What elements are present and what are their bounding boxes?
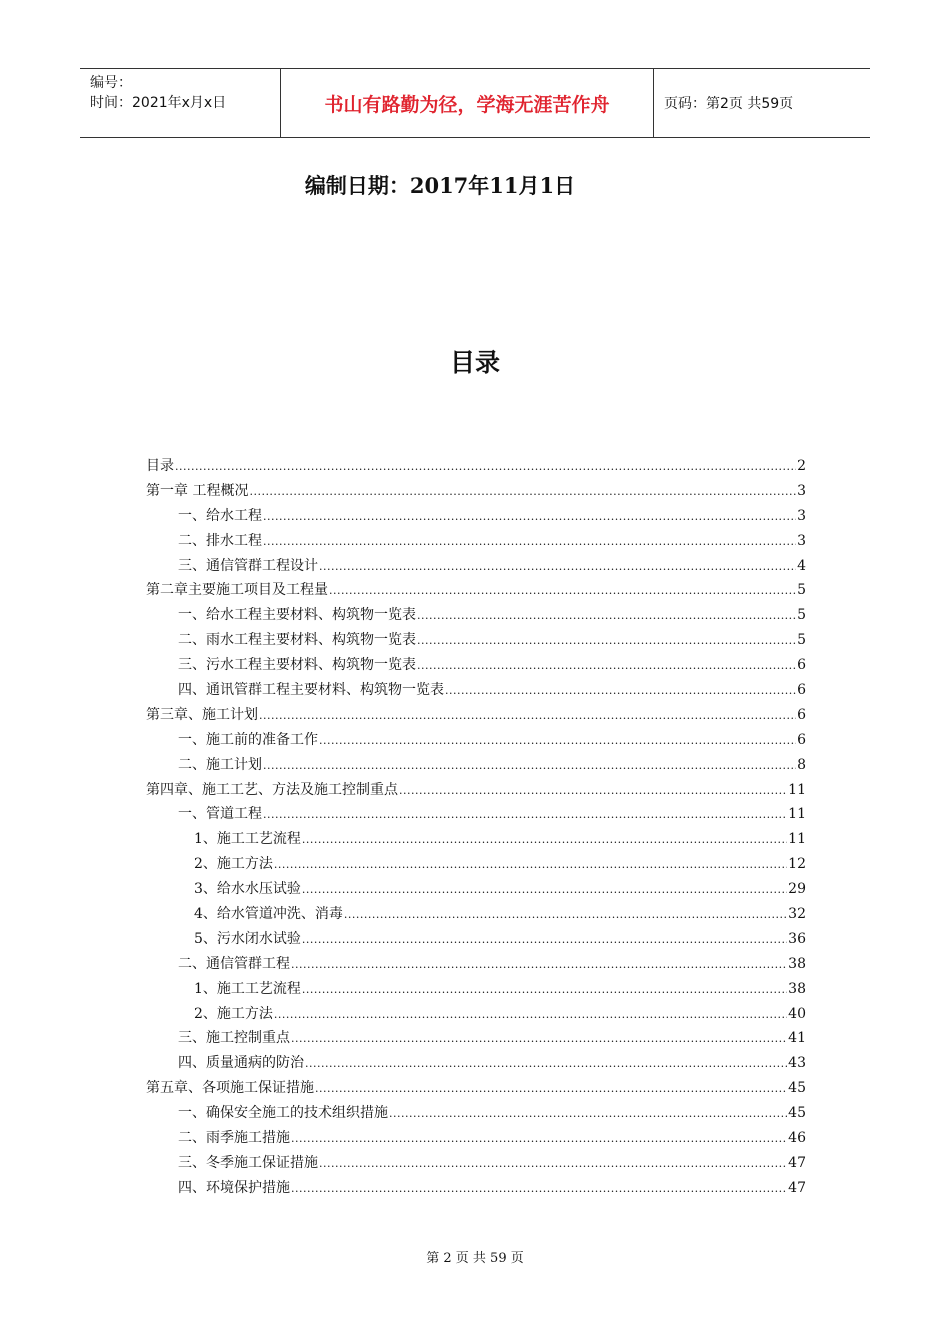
- toc-entry-title: 5、污水闭水试验: [194, 930, 301, 947]
- toc-entry[interactable]: [146, 1051, 806, 1076]
- toc-leader-dots: [302, 878, 787, 903]
- toc-entry-page: 47: [788, 1179, 806, 1196]
- toc-entry-page: 8: [797, 756, 806, 773]
- toc-leader-dots: [291, 1027, 787, 1052]
- toc-entry-page: 6: [797, 731, 806, 748]
- toc-leader-dots: [259, 704, 796, 729]
- toc-entry-page: 6: [797, 682, 806, 699]
- toc-entry-page: 3: [797, 482, 806, 499]
- toc-entry-page: 11: [788, 806, 806, 823]
- toc-entry[interactable]: [146, 1026, 806, 1051]
- page-header: [80, 68, 870, 138]
- toc-entry-title: 四、环境保护措施: [178, 1179, 290, 1196]
- toc-entry-title: 三、施工控制重点: [178, 1030, 290, 1047]
- toc-entry-title: 二、雨季施工措施: [178, 1130, 290, 1147]
- toc-entry-page: 29: [788, 881, 806, 898]
- toc-entry[interactable]: [146, 852, 806, 877]
- toc-leader-dots: [417, 629, 796, 654]
- toc-entry[interactable]: [146, 603, 806, 628]
- toc-leader-dots: [305, 1052, 787, 1077]
- toc-entry-page: 2: [797, 458, 806, 474]
- toc-entry-page: 38: [788, 980, 806, 997]
- header-page-info: 页码：第2页 共59页: [664, 96, 794, 112]
- toc-entry-title: 二、通信管群工程: [178, 955, 290, 972]
- toc-leader-dots: [263, 754, 796, 779]
- toc-entry[interactable]: [146, 678, 806, 703]
- toc-entry[interactable]: [146, 554, 806, 579]
- toc-leader-dots: [319, 729, 796, 754]
- toc-entry-page: 3: [797, 507, 806, 524]
- toc-leader-dots: [175, 455, 796, 480]
- toc-entry[interactable]: [146, 1151, 806, 1176]
- toc-entry[interactable]: [146, 802, 806, 827]
- toc-entry-title: 目录: [146, 458, 174, 474]
- toc-entry-page: 6: [797, 706, 806, 723]
- toc-leader-dots: [302, 828, 787, 853]
- toc-entry-title: 1、施工工艺流程: [194, 831, 301, 848]
- toc-leader-dots: [263, 530, 796, 555]
- toc-leader-dots: [319, 1152, 787, 1177]
- toc-entry[interactable]: [146, 529, 806, 554]
- toc-leader-dots: [389, 1102, 787, 1127]
- toc-leader-dots: [329, 579, 796, 604]
- toc-entry-title: 一、给水工程主要材料、构筑物一览表: [178, 607, 416, 624]
- toc-entry-page: 40: [788, 1005, 806, 1022]
- toc-entry-title: 一、施工前的准备工作: [178, 731, 318, 748]
- toc-entry-page: 5: [797, 582, 806, 599]
- toc-entry[interactable]: [146, 827, 806, 852]
- toc-entry[interactable]: [146, 578, 806, 603]
- toc-entry-title: 4、给水管道冲洗、消毒: [194, 906, 343, 923]
- toc-entry[interactable]: [146, 952, 806, 977]
- toc-entry-page: 47: [788, 1154, 806, 1171]
- toc-entry[interactable]: [146, 1002, 806, 1027]
- toc-entry-title: 三、冬季施工保证措施: [178, 1154, 318, 1171]
- toc-entry[interactable]: [146, 653, 806, 678]
- toc-entry-page: 5: [797, 607, 806, 624]
- toc-entry-title: 第三章、施工计划: [146, 706, 258, 723]
- toc-entry[interactable]: [146, 1126, 806, 1151]
- toc-entry-title: 四、质量通病的防治: [178, 1055, 304, 1072]
- toc-entry-page: 38: [788, 955, 806, 972]
- toc-entry[interactable]: [146, 927, 806, 952]
- toc-entry-page: 12: [788, 856, 806, 873]
- table-of-contents: [146, 454, 806, 1201]
- toc-leader-dots: [417, 604, 796, 629]
- toc-entry-title: 第二章主要施工项目及工程量: [146, 582, 328, 599]
- toc-leader-dots: [291, 1177, 787, 1202]
- toc-entry-title: 2、施工方法: [194, 1005, 273, 1022]
- toc-entry[interactable]: [146, 1076, 806, 1101]
- toc-entry[interactable]: [146, 1176, 806, 1201]
- toc-entry-title: 第五章、各项施工保证措施: [146, 1080, 314, 1097]
- toc-title: 目录: [449, 348, 500, 377]
- toc-entry-title: 1、施工工艺流程: [194, 980, 301, 997]
- toc-entry-page: 11: [788, 831, 806, 848]
- toc-leader-dots: [302, 978, 787, 1003]
- toc-leader-dots: [399, 779, 787, 804]
- toc-entry-title: 一、给水工程: [178, 507, 262, 524]
- toc-entry[interactable]: [146, 454, 806, 479]
- toc-entry-title: 三、污水工程主要材料、构筑物一览表: [178, 657, 416, 674]
- toc-leader-dots: [291, 953, 787, 978]
- toc-entry-title: 2、施工方法: [194, 856, 273, 873]
- toc-entry-page: 36: [788, 930, 806, 947]
- toc-entry[interactable]: [146, 778, 806, 803]
- toc-entry-page: 4: [797, 557, 806, 574]
- toc-entry[interactable]: [146, 504, 806, 529]
- toc-entry-page: 3: [797, 532, 806, 549]
- page-footer: 第 2 页 共 59 页: [426, 1251, 524, 1266]
- toc-entry[interactable]: [146, 902, 806, 927]
- toc-entry-page: 32: [788, 906, 806, 923]
- toc-entry[interactable]: [146, 977, 806, 1002]
- toc-leader-dots: [417, 654, 796, 679]
- toc-leader-dots: [344, 903, 787, 928]
- toc-entry-title: 一、确保安全施工的技术组织措施: [178, 1105, 388, 1122]
- toc-leader-dots: [263, 803, 787, 828]
- toc-entry-title: 四、通讯管群工程主要材料、构筑物一览表: [178, 682, 444, 699]
- toc-entry[interactable]: [146, 728, 806, 753]
- toc-entry-page: 43: [788, 1055, 806, 1072]
- toc-entry-title: 一、管道工程: [178, 806, 262, 823]
- toc-entry-page: 6: [797, 657, 806, 674]
- toc-entry-title: 第四章、施工工艺、方法及施工控制重点: [146, 781, 398, 798]
- toc-entry-page: 46: [788, 1130, 806, 1147]
- toc-leader-dots: [274, 1003, 787, 1028]
- toc-entry[interactable]: [146, 703, 806, 728]
- number-label: 编号：: [90, 75, 132, 91]
- toc-entry[interactable]: [146, 1101, 806, 1126]
- toc-entry-page: 45: [788, 1080, 806, 1097]
- compile-date: 编制日期：2017年11月1日: [304, 173, 576, 198]
- toc-leader-dots: [315, 1077, 787, 1102]
- toc-leader-dots: [274, 853, 787, 878]
- toc-entry-page: 5: [797, 632, 806, 649]
- toc-entry[interactable]: [146, 753, 806, 778]
- toc-entry[interactable]: [146, 877, 806, 902]
- toc-leader-dots: [319, 555, 796, 580]
- toc-entry-page: 11: [788, 781, 806, 798]
- toc-leader-dots: [291, 1127, 787, 1152]
- toc-entry-title: 二、排水工程: [178, 532, 262, 549]
- toc-entry-page: 41: [788, 1030, 806, 1047]
- toc-entry-title: 二、雨水工程主要材料、构筑物一览表: [178, 632, 416, 649]
- toc-entry-title: 第一章 工程概况: [146, 482, 249, 499]
- toc-leader-dots: [249, 480, 796, 505]
- toc-entry-page: 45: [788, 1105, 806, 1122]
- toc-leader-dots: [302, 928, 787, 953]
- header-meta: [80, 69, 281, 137]
- toc-leader-dots: [445, 679, 796, 704]
- toc-entry-title: 二、施工计划: [178, 756, 262, 773]
- toc-entry-title: 3、给水水压试验: [194, 881, 301, 898]
- header-motto: 书山有路勤为径，学海无涯苦作舟: [281, 69, 654, 137]
- time-label: 时间：2021年x月x日: [90, 95, 227, 111]
- toc-leader-dots: [263, 505, 796, 530]
- toc-entry[interactable]: [146, 628, 806, 653]
- toc-entry[interactable]: [146, 479, 806, 504]
- toc-entry-title: 三、通信管群工程设计: [178, 557, 318, 574]
